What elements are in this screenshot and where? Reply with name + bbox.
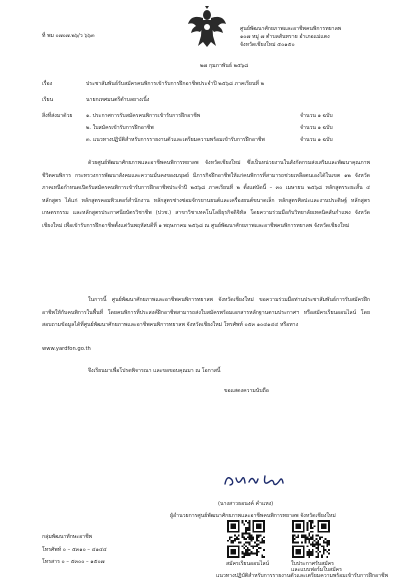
qr-bottom-caption: แนวทางปฏิบัติสำหรับการรายงานตัวและเตรียมความพร้อมเข้ารับการฝึกอาชีพ [216, 573, 388, 579]
organization-name: ศูนย์พัฒนาศักยภาพและอาชีพคนพิการทยาลพ [240, 26, 342, 32]
attachment-item-qty: จำนวน ๑ ฉบับ [300, 125, 333, 131]
document-date: ๒๗ กุมภาพันธ์ ๒๕๖๘ [200, 63, 249, 69]
organization-address-line1: ๑๐๗ หมู่ ๗ ตำบลสันทราย อำเภอแม่แตง [240, 34, 330, 40]
qr-code-icon[interactable] [227, 520, 265, 558]
attachments-label: สิ่งที่ส่งมาด้วย [42, 113, 73, 119]
salutation-label: เรียน [42, 97, 54, 103]
organization-address-line2: จังหวัดเชียงใหม่ ๕๐๑๕๐ [240, 42, 295, 48]
attachment-item-text: ๑. ประกาศการรับสมัครคนพิการเข้ารับการฝึกอาชีพ [86, 113, 201, 119]
body-paragraph-1: ด้วยศูนย์พัฒนาศักยภาพและอาชีพคนพิการทยาลพ จังหวัดเชียงใหม่ ซึ่งเป็นหน่วยงานในสังกัดกรมส่งเสริมและพัฒนาคุณภาพชีวิตคนพิการ กระทรวงการพัฒนาสังคมและความมั่นคงของมนุษย์ มีภารกิจฝึกอาชีพให้แก่คนพิการที่สามารถช่วยเหลือตนเองได้ในเขต ๑๒ จังหวัดภาคเหนือกำหนดเปิดรับสมัครคนพิการเข้ารับการฝึกอาชีพประจำปี ๒๕๖๘ ภาคเรียนที่ ๒ ตั้งแต่บัดนี้ – ๓๐ เมษายน ๒๕๖๘ หลักสูตรระยะสั้น ๔ หลักสูตร ได้แก่ หลักสูตรคอมพิวเตอร์สำนักงาน หลักสูตรช่างซ่อมจักรยานยนต์และเครื่องยนต์ขนาดเล็ก หลักสูตรศิลปะและงานประดิษฐ์ หลักสูตรเกษตรกรรม และหลักสูตรประกาศนียบัตรวิชาชีพ (ปวช.) สาขาวิชาเทคโนโลยีธุรกิจดิจิทัล โดยความร่วมมือกับวิทยาลัยเทคนิคสันกำแพง จังหวัดเชียงใหม่ เพื่อเข้ารับการฝึกอาชีพตั้งแต่วันพฤหัสบดีที่ ๑ พฤษภาคม ๒๕๖๘ ณ ศูนย์พัฒนาศักยภาพและอาชีพคนพิการทยาลพ จังหวัดเชียงใหม่ [42, 160, 370, 229]
signatory-name: (นางสาวธอนงค์ คำแหง) [218, 501, 274, 507]
qr-code-icon[interactable] [292, 520, 330, 558]
subject-text: ประชาสัมพันธ์รับสมัครคนพิการเข้ารับการฝึกอาชีพประจำปี ๒๕๖๘ ภาคเรียนที่ ๒ [86, 81, 264, 87]
attachment-item-qty: จำนวน ๑ ฉบับ [300, 113, 333, 119]
body-paragraph-2: ในการนี้ ศูนย์พัฒนาศักยภาพและอาชีพคนพิการทยาลพ จังหวัดเชียงใหม่ ขอความร่วมมือท่านประชาสัมพันธ์การรับสมัครฝึกอาชีพให้กับคนพิการในพื้นที่ โดยคนพิการที่ประสงค์ฝึกอาชีพสามารถส่งใบสมัครพร้อมเอกสารหลักฐานตามประกาศฯ หรือสมัครเรียนออนไลน์ โดยสอบถามข้อมูลได้ที่ศูนย์พัฒนาศักยภาพและอาชีพคนพิการทยาลพ จังหวัดเชียงใหม่ โทรศัพท์ ๐๕๓ ๑๐๔๑๔๔ หรือทาง [42, 297, 370, 329]
regards-text: ขอแสดงความนับถือ [224, 388, 269, 394]
footer-department: กลุ่มพัฒนาทักษะอาชีพ [42, 534, 93, 540]
attachment-item-text: ๓. แนวทางปฏิบัติสำหรับการรายงานตัวและเตรียมความพร้อมเข้ารับการฝึกอาชีพ [86, 137, 265, 143]
handwritten-signature [221, 470, 289, 492]
website-link[interactable]: www.yardfon.go.th [42, 346, 91, 352]
qr-caption: และแบบฟอร์มใบสมัคร [291, 567, 342, 573]
footer-phone: โทรศัพท์ ๐ – ๕๓๑๐ – ๔๑๔๔ [42, 547, 107, 553]
attachment-item-text: ๒. ใบสมัครเข้ารับการฝึกอาชีพ [86, 125, 154, 131]
attachment-item-qty: จำนวน ๑ ฉบับ [300, 137, 333, 143]
footer-fax: โทรสาร ๐ – ๕๓๐๐ – ๑๕๐๗ [42, 559, 105, 565]
qr-caption: สมัครเรียนออนไลน์ [226, 561, 270, 567]
document-number: ที่ พม ๐๗๐๗.๒๖/ว ๖๖๓ [42, 33, 95, 39]
qr-caption: ใบประกาศรับสมัคร [291, 561, 334, 567]
salutation-text: นายกเทศมนตรีตำบลยางเนิ้ง [86, 97, 150, 103]
garuda-emblem-icon [187, 6, 227, 48]
subject-label: เรื่อง [42, 81, 53, 87]
signatory-position: ผู้อำนวยการศูนย์พัฒนาศักยภาพและอาชีพคนพิการทยาลพ จังหวัดเชียงใหม่ [170, 513, 336, 519]
closing-text: จึงเรียนมาเพื่อโปรดพิจารณา และขอขอบคุณมา ณ โอกาสนี้ [88, 368, 221, 374]
